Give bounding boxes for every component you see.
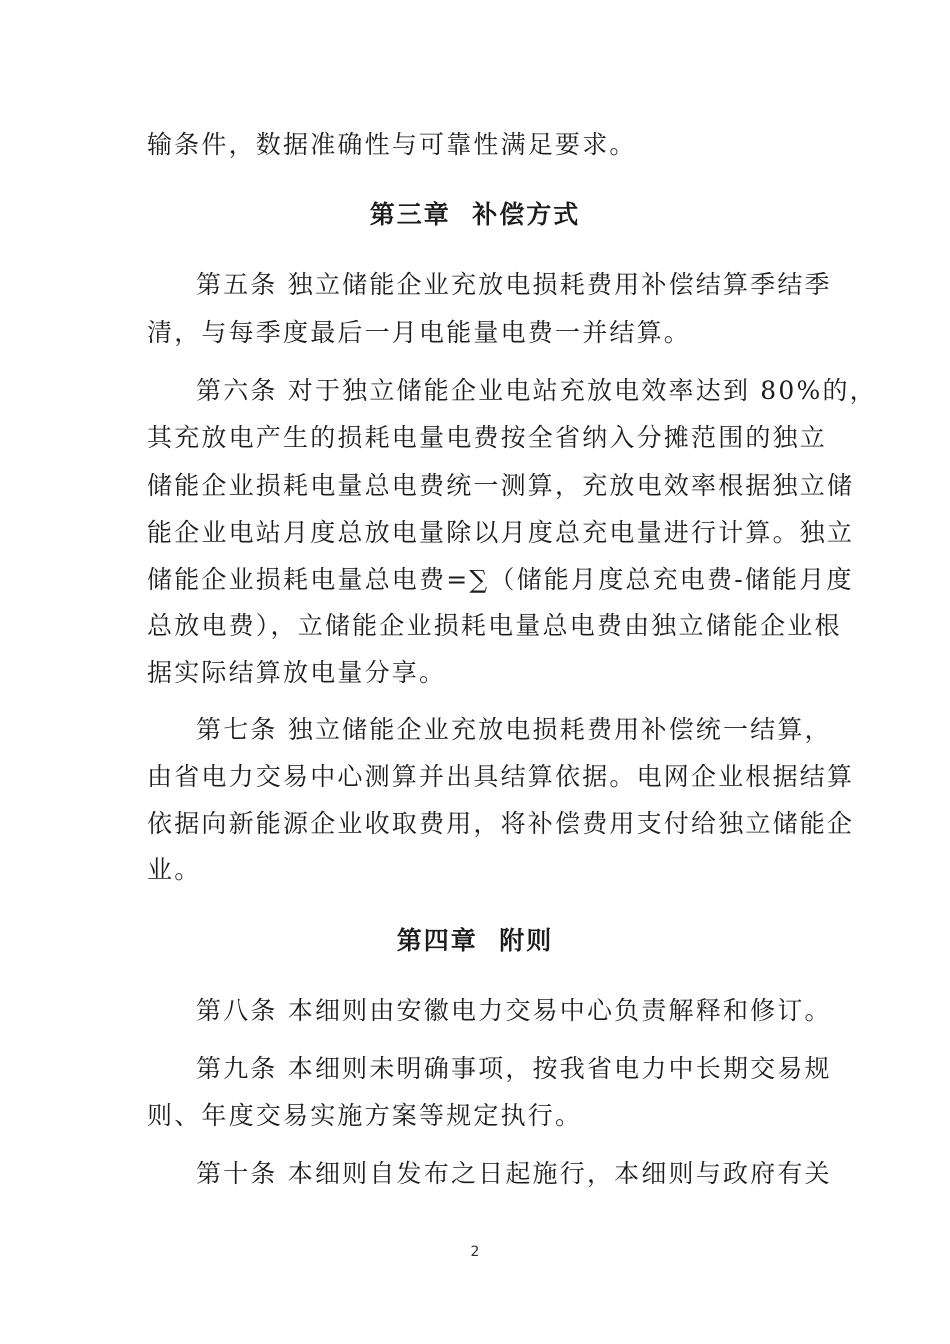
article-8-line-1: 第八条 本细则由安徽电力交易中心负责解释和修订。 — [196, 996, 832, 1025]
article-5-line-1: 第五条 独立储能企业充放电损耗费用补偿结算季结季 — [196, 270, 832, 299]
article-6-line-6: 总放电费），立储能企业损耗电量总电费由独立储能企业根 — [147, 611, 842, 640]
chapter-heading: 第四章 附则 — [396, 926, 554, 955]
article-10-line-1: 第十条 本细则自发布之日起施行，本细则与政府有关 — [196, 1159, 832, 1188]
article-7-line-1: 第七条 独立储能企业充放电损耗费用补偿统一结算， — [196, 715, 832, 744]
article-7-line-2: 由省电力交易中心测算并出具结算依据。电网企业根据结算 — [147, 762, 855, 791]
article-6-line-3: 储能企业损耗电量总电费统一测算，充放电效率根据独立储 — [147, 471, 855, 500]
article-9-line-1: 第九条 本细则未明确事项，按我省电力中长期交易规 — [196, 1054, 832, 1083]
chapter-heading: 第三章 补偿方式 — [369, 200, 581, 229]
page-number: 2 — [470, 1244, 480, 1260]
article-6-line-5: 储能企业损耗电量总电费=∑（储能月度总充电费-储能月度 — [147, 565, 854, 594]
article-6-line-2: 其充放电产生的损耗电量电费按全省纳入分摊范围的独立 — [147, 423, 828, 452]
article-6-line-7: 据实际结算放电量分享。 — [147, 658, 447, 687]
article-6-line-4: 能企业电站月度总放电量除以月度总充电量进行计算。独立 — [147, 518, 855, 547]
article-6-line-1: 第六条 对于独立储能企业电站充放电效率达到 80%的， — [196, 376, 877, 405]
paragraph-line: 输条件，数据准确性与可靠性满足要求。 — [147, 130, 637, 159]
article-7-line-4: 业。 — [147, 855, 202, 884]
article-9-line-2: 则、年度交易实施方案等规定执行。 — [147, 1101, 583, 1130]
article-7-line-3: 依据向新能源企业收取费用，将补偿费用支付给独立储能企 — [147, 809, 855, 838]
article-5-line-2: 清，与每季度最后一月电能量电费一并结算。 — [147, 318, 692, 347]
